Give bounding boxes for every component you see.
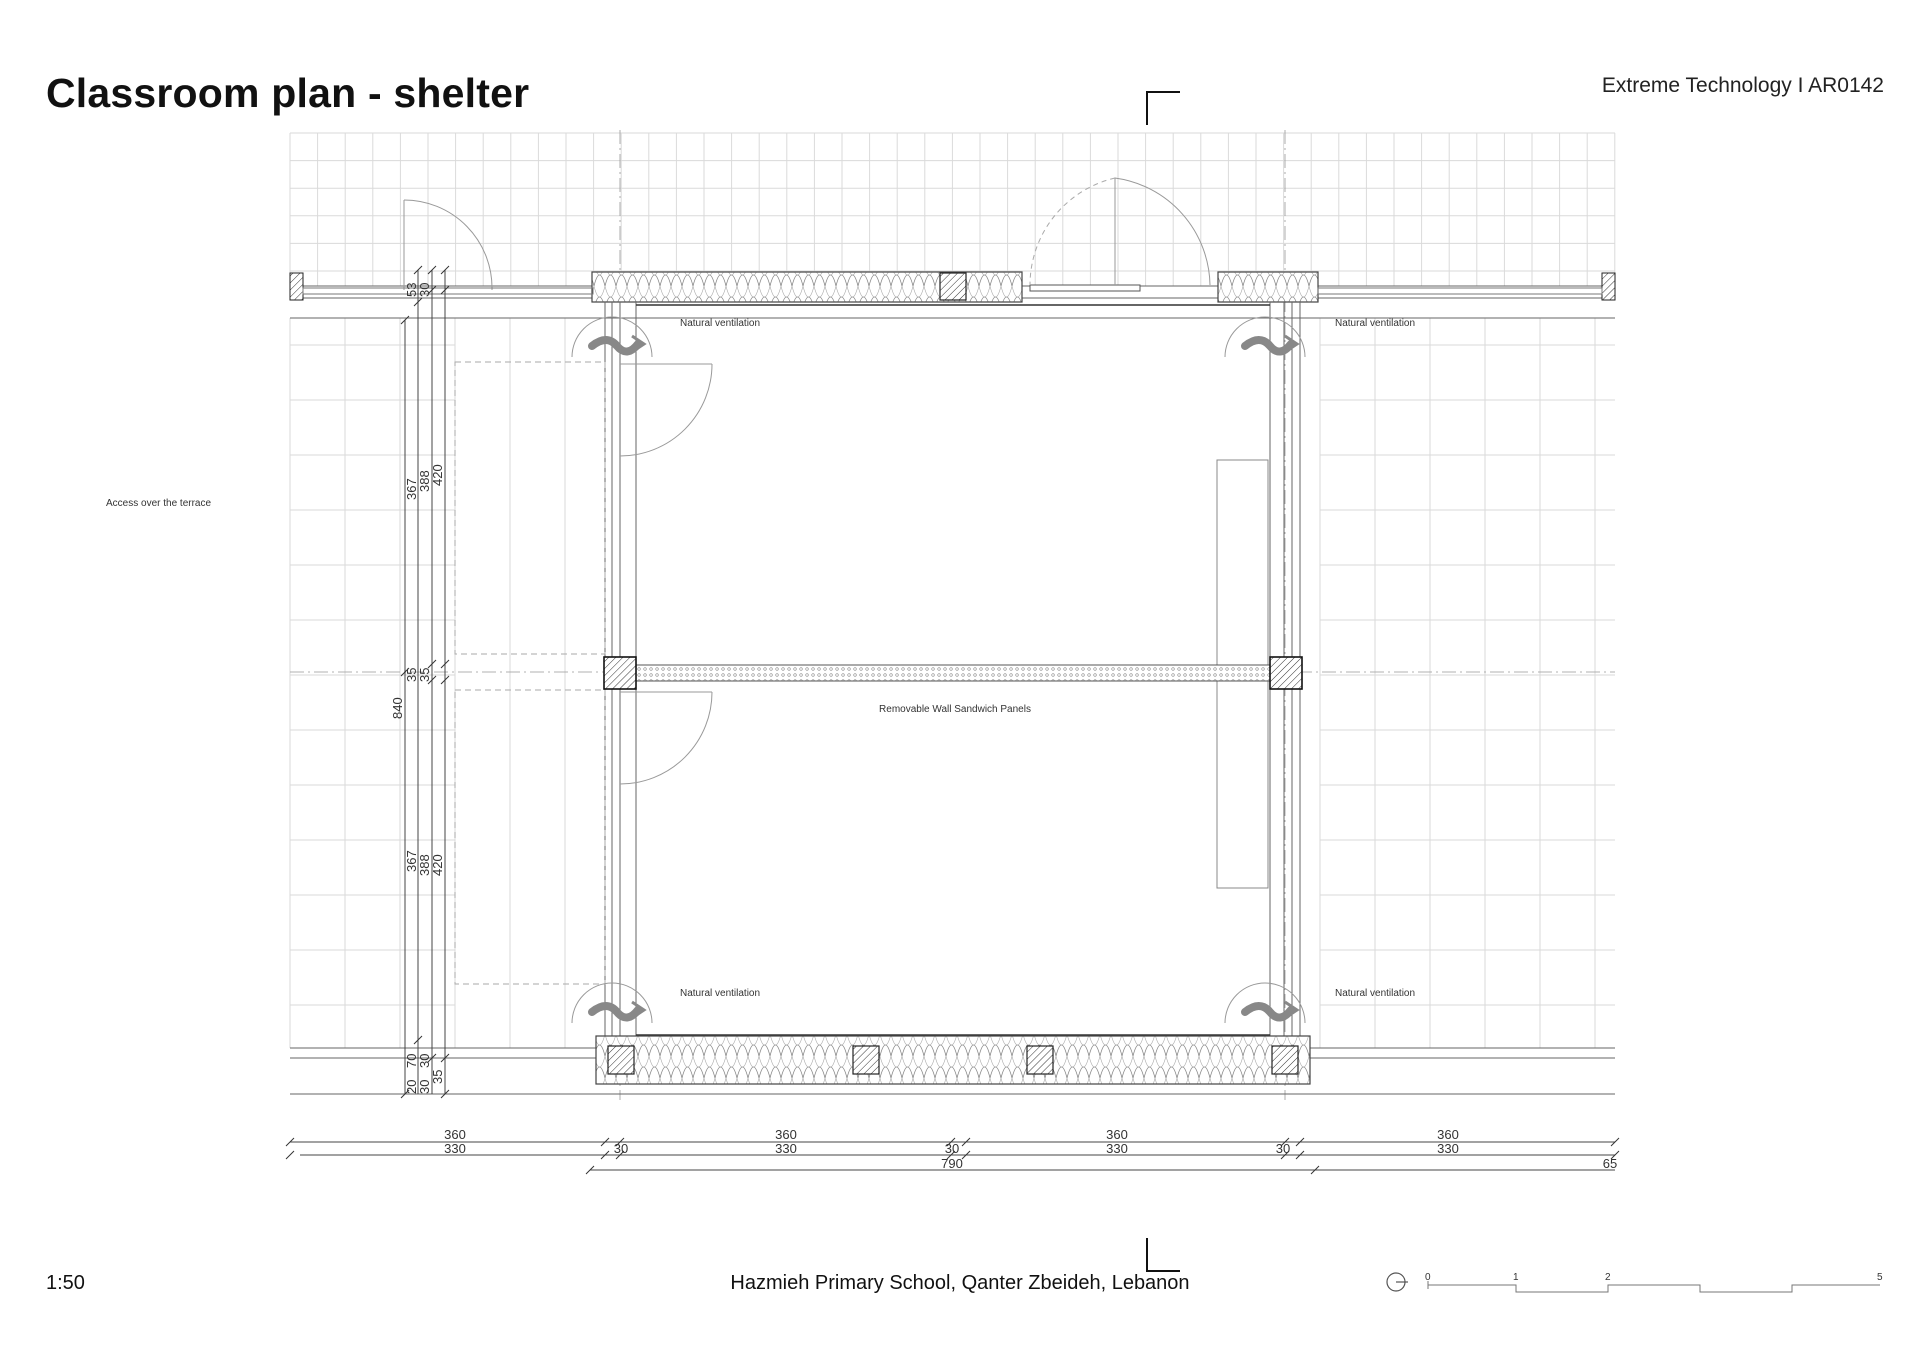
scale-bar (1428, 1281, 1880, 1292)
vent-label-top-left: Natural ventilation (680, 318, 761, 329)
dim-left-top-1: 30 (417, 282, 432, 297)
dim-bottom-r1-1: 360 (775, 1127, 797, 1142)
bottom-wall (596, 1036, 1310, 1084)
dim-bottom-r1-2: 360 (1106, 1127, 1128, 1142)
removable-wall (604, 657, 1302, 689)
dim-bottom-r1-0: 360 (444, 1127, 466, 1142)
dim-left-upper-0: 367 (404, 478, 419, 500)
dim-left-total: 840 (390, 697, 405, 719)
dim-bottom-r2-5: 30 (1275, 1141, 1291, 1156)
dim-left-lower-1: 388 (417, 854, 432, 876)
dim-bottom-r2-4: 330 (1106, 1141, 1128, 1156)
dim-left-mid-1: 35 (417, 667, 432, 682)
section-marker-top (1147, 92, 1180, 125)
dim-left-bottom-2: 20 (404, 1079, 419, 1094)
north-arrow-icon (1387, 1273, 1408, 1291)
vent-label-bottom-right: Natural ventilation (1335, 988, 1416, 999)
scalebar-tick-0: 0 (1425, 1272, 1431, 1283)
dim-left-top-0: 53 (404, 282, 419, 297)
dim-left-upper-2: 420 (430, 464, 445, 486)
vent-label-bottom-left: Natural ventilation (680, 988, 761, 999)
dim-left-bottom-4: 35 (430, 1069, 445, 1084)
dim-left-bottom-0: 70 (404, 1053, 419, 1068)
dim-bottom-r2-6: 330 (1437, 1141, 1459, 1156)
removable-wall-label: Removable Wall Sandwich Panels (879, 704, 1031, 715)
section-marker-bottom (1147, 1238, 1180, 1271)
dim-left-mid-0: 35 (404, 667, 419, 682)
page-title: Classroom plan - shelter (46, 70, 530, 116)
dim-bottom-r3-0: 790 (941, 1156, 963, 1171)
dim-left-bottom-1: 30 (417, 1053, 432, 1068)
vent-label-top-right: Natural ventilation (1335, 318, 1416, 329)
dim-bottom-r3-1: 65 (1602, 1156, 1618, 1171)
dim-left-lower-0: 367 (404, 850, 419, 872)
dim-bottom-r2-1: 30 (613, 1141, 629, 1156)
dim-left-lower-2: 420 (430, 854, 445, 876)
access-label: Access over the terrace (106, 498, 212, 509)
scalebar-tick-2: 2 (1605, 1272, 1611, 1283)
dim-left-bottom-3: 30 (417, 1079, 432, 1094)
drawing-scale: 1:50 (46, 1272, 85, 1294)
project-name: Hazmieh Primary School, Qanter Zbeideh, Lebanon (730, 1272, 1190, 1294)
dim-bottom-r2-3: 30 (944, 1141, 960, 1156)
dim-bottom-r2-2: 330 (775, 1141, 797, 1156)
dim-left-upper-1: 388 (417, 470, 432, 492)
course-code: Extreme Technology I AR0142 (1601, 74, 1884, 97)
scalebar-tick-1: 1 (1513, 1272, 1519, 1283)
scalebar-tick-5: 5 (1877, 1272, 1883, 1283)
main-door-swing (1030, 178, 1210, 285)
dim-bottom-r2-0: 330 (444, 1141, 466, 1156)
dim-bottom-r1-3: 360 (1437, 1127, 1459, 1142)
floor-grid (290, 133, 1615, 1048)
